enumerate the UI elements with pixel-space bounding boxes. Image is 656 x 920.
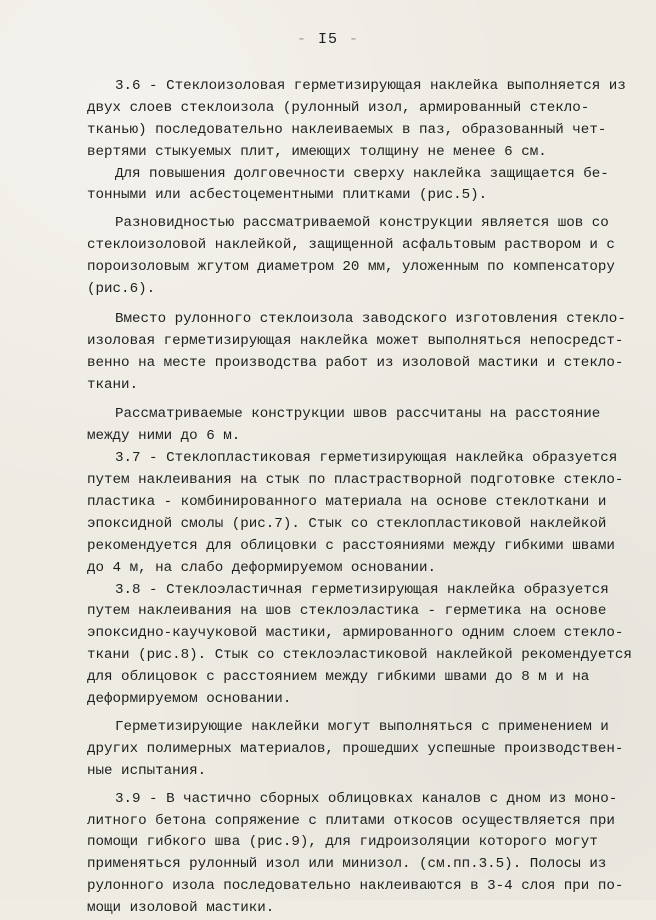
text-line: изоловая герметизирующая наклейка может выполняться непосредст- [87,332,624,349]
paragraph-distance [87,404,607,448]
text-line: пороизоловым жгутом диаметром 20 мм, уложенным по компенсатору [87,259,615,276]
text-line: Герметизирующие наклейки могут выполняться с применением и [115,718,609,735]
text-line: эпоксидно-каучуковой мастики, армированного одним слоем стекло- [87,625,624,642]
text-line: между ними до 6 м. [87,428,241,445]
text-line: двух слоев стеклоизола (рулонный изол, армированный стекло- [87,99,590,116]
text-line: эпоксидной смолы (рис.7). Стык со стеклопластиковой наклейкой [87,515,607,532]
text-line: ткани (рис.8). Стык со стеклоэластиковой наклейкой рекомендуется [87,647,632,664]
page-number-dash-right: - [349,31,360,48]
text-line: рулонного изола последовательно наклеиваются в 3-4 слоя при по- [87,878,624,895]
text-line: тканью) последовательно наклеиваемых в паз, образованный чет- [87,121,607,138]
paragraph-3-7 [87,448,624,579]
body-text [87,76,632,920]
text-line: литного бетона сопряжение с плитами откосов осуществляется при [87,812,615,829]
paragraph-instead [87,309,626,397]
text-line: стеклоизоловой наклейкой, защищенной асфальтовым раствором и с [87,237,615,254]
text-line: Разновидностью рассматриваемой конструкции является шов со [115,215,609,232]
paragraph-3-9 [87,789,624,920]
paragraph-3-8 [87,580,632,711]
page-number [0,31,656,48]
text-line: помощи гибкого шва (рис.9), для гидроизоляции которого могут [87,834,598,851]
text-line: путем наклеивания на стык по пластраствoрной подготовке стекло- [87,472,624,489]
text-line: (рис.6). [87,281,156,298]
paragraph-durability [87,164,607,208]
text-line: до 4 м, на слабо деформируемом основании. [87,559,437,576]
text-line: деформируемом основании. [87,691,292,708]
text-line: венно на месте производства работ из изоловой мастики и стекло- [87,354,624,371]
text-line: 3.9 - В частично сборных облицовках каналов с дном из моно- [115,790,618,807]
text-line: тонными или асбестоцементными плитками (рис.5). [87,187,488,204]
paragraph-variant [87,213,615,301]
text-line: других полимерных материалов, прошедших успешные производствен- [87,740,624,757]
text-line: вертями стыкуемых плит, имеющих толщину не менее 6 см. [87,143,547,160]
text-line: для облицовок с расстоянием между гибкими швами до 8 м и на [87,669,590,686]
page-number-dash-left: - [296,31,307,48]
text-line: Рассматриваемые конструкции швов рассчитаны на расстояние [115,406,601,423]
text-line: мощи изоловой мастики. [87,900,275,917]
text-line: применяться рулонный изол или минизол. (см.пп.3.5). Полосы из [87,856,607,873]
paragraph-gap [87,396,607,404]
paragraph-polymers [87,717,624,783]
text-line: 3.7 - Стеклопластиковая герметизирующая наклейка образуется [115,450,618,467]
text-line: рекомендуется для облицовки с расстояниями между гибкими швами [87,537,615,554]
text-line: Вместо рулонного стеклоизола заводского изготовления стекло- [115,310,626,327]
text-line: 3.8 - Стеклоэластичная герметизирующая наклейка образуется [115,581,609,598]
text-line: Для повышения долговечности сверху наклейка защищается бе- [115,165,609,182]
text-line: ные испытания. [87,762,207,779]
text-line: путем наклеивания на шов стеклоэластика - герметика на основе [87,603,607,620]
text-line: 3.6 - Стеклоизоловая герметизирующая наклейка выполняется из [115,78,626,94]
page-number-text: I5 [317,31,338,48]
paragraph-gap [87,301,607,309]
text-line: ткани. [87,376,139,393]
text-line: пластика - комбинированного материала на основе стеклоткани и [87,494,607,511]
paragraph-3-6 [87,76,626,164]
